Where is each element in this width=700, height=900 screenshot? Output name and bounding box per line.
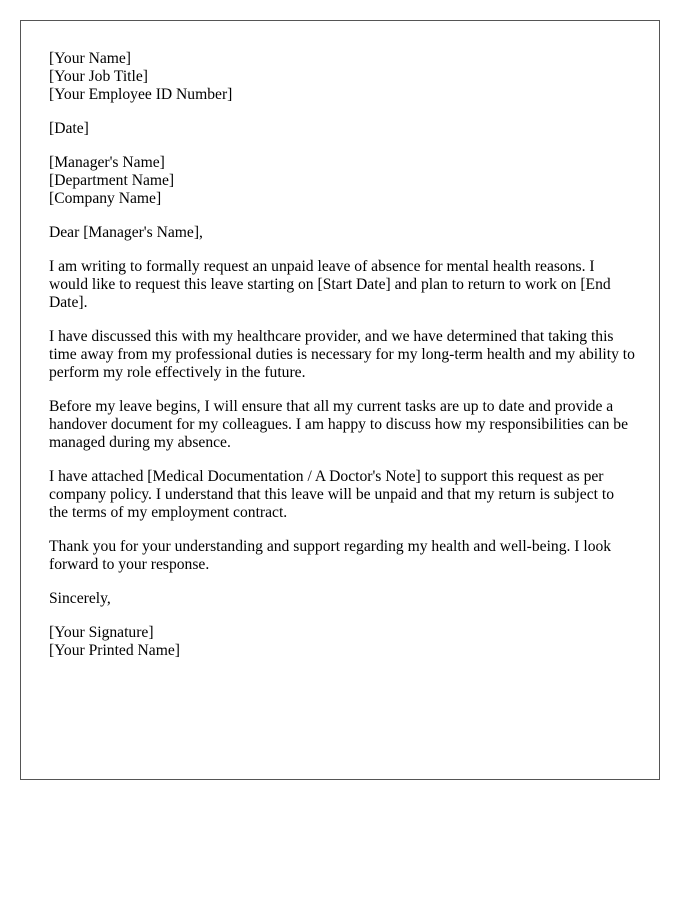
signature-block [49,624,635,660]
letter-body [49,50,635,676]
body-paragraph-3: Before my leave begins, I will ensure that all my current tasks are up to date and provide a handover document for my colleagues. I am happy to discuss how my responsibilities can be managed during my absence. [49,398,629,451]
body-paragraph-1: I am writing to formally request an unpaid leave of absence for mental health reasons. I would like to request this leave starting on [Start Date] and plan to return to work on [End Date]. [49,258,611,311]
recipient-company: [Company Name] [49,190,162,207]
sender-name: [Your Name] [49,50,132,67]
recipient-department: [Department Name] [49,172,175,189]
body-paragraph-2: I have discussed this with my healthcare provider, and we have determined that taking this time away from my professional duties is necessary for my long-term health and my ability to perform my role effectively in the future. [49,328,635,381]
date-block [49,120,635,138]
printed-name: [Your Printed Name] [49,642,180,659]
letter-page [20,20,660,780]
closing: Sincerely, [49,590,111,607]
recipient-block [49,154,635,208]
sender-job-title: [Your Job Title] [49,68,148,85]
salutation: Dear [Manager's Name], [49,224,203,241]
letter-date: [Date] [49,120,89,137]
sender-block [49,50,635,104]
body-paragraph-5: Thank you for your understanding and support regarding my health and well-being. I look forward to your response. [49,538,612,573]
recipient-manager-name: [Manager's Name] [49,154,165,171]
sender-employee-id: [Your Employee ID Number] [49,86,233,103]
signature-line: [Your Signature] [49,624,154,641]
body-paragraph-4: I have attached [Medical Documentation / A Doctor's Note] to support this request as per company policy. I understand that this leave will be unpaid and that my return is subject to the terms of my employment contract. [49,468,614,521]
